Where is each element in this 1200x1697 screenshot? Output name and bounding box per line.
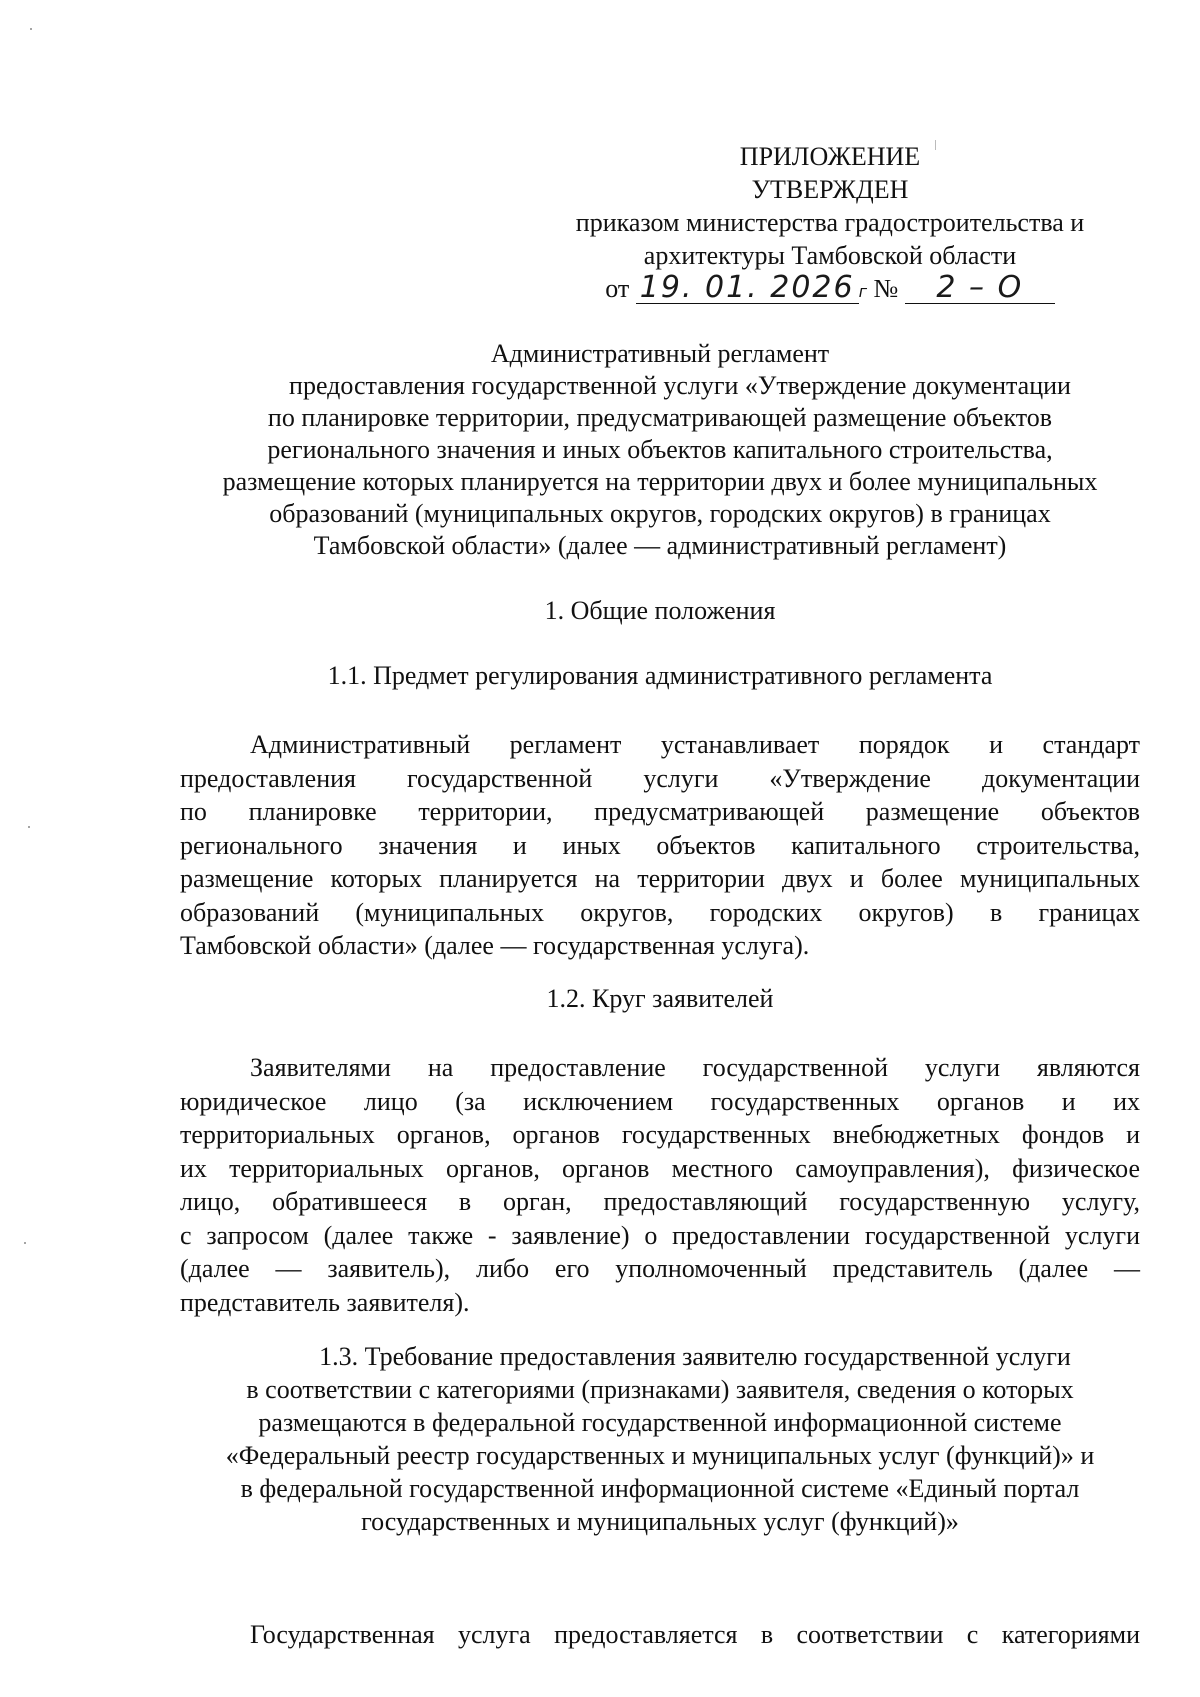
year-suffix: г — [858, 282, 867, 301]
paragraph-1-1 — [180, 728, 1140, 963]
title-line: по планировке территории, предусматривающей размещение объектов — [267, 403, 1053, 432]
title-line: Административный регламент — [490, 339, 830, 368]
paragraph-line: предоставления государственной услуги «Утверждение документации — [180, 763, 1140, 793]
approval-block — [540, 140, 1120, 308]
approval-date-line — [540, 272, 1120, 308]
paragraph-line: Административный регламент устанавливает порядок и стандарт — [250, 730, 1140, 759]
heading-line: в федеральной государственной информационной системе «Единый портал — [240, 1474, 1080, 1503]
paragraph-line: с запросом (далее также - заявление) о предоставлении государственной услуги — [180, 1220, 1140, 1250]
title-line: предоставления государственной услуги «Утверждение документации — [289, 371, 1071, 400]
heading-line: «Федеральный реестр государственных и муниципальных услуг (функций)» и — [225, 1441, 1095, 1470]
paragraph-line: представитель заявителя). — [180, 1287, 470, 1317]
paragraph-line: по планировке территории, предусматривающей размещение объектов — [180, 797, 1140, 826]
section-heading-general: 1. Общие положения — [544, 596, 776, 625]
paragraph-line: Заявителями на предоставление государственной услуги являются — [250, 1053, 1140, 1082]
section-heading-1-1: 1.1. Предмет регулирования административного регламента — [327, 661, 993, 690]
title-line: регионального значения и иных объектов капитального строительства, — [267, 435, 1053, 464]
paragraph-line: Тамбовской области» (далее — государственная услуга). — [180, 931, 810, 960]
paragraph-line: Государственная услуга предоставляется в соответствии с категориями — [250, 1620, 1140, 1649]
paragraph-line: территориальных органов, органов государственных внебюджетных фондов и — [180, 1120, 1140, 1149]
approval-order-line: приказом министерства градостроительства и — [575, 208, 1085, 237]
paragraph-line: образований (муниципальных округов, городских округов) в границах — [180, 897, 1140, 927]
title-line: размещение которых планируется на территории двух и более муниципальных — [222, 467, 1098, 496]
paragraph-line: регионального значения и иных объектов капитального строительства, — [180, 830, 1140, 860]
scan-artifact — [24, 1242, 26, 1244]
heading-line: 1.3. Требование предоставления заявителю государственной услуги — [319, 1342, 1071, 1371]
title-line: образований (муниципальных округов, городских округов) в границах — [269, 499, 1051, 528]
handwritten-date: 19. 01. 2026 — [636, 273, 859, 304]
paragraph-line: их территориальных органов, органов местного самоуправления), физическое — [180, 1153, 1140, 1183]
number-sign: № — [873, 274, 899, 303]
paragraph-line: лицо, обратившееся в орган, предоставляющий государственную услугу, — [180, 1187, 1140, 1216]
scan-artifact — [30, 28, 32, 30]
handwritten-number: 2 – О — [905, 273, 1055, 304]
paragraph-line: юридическое лицо (за исключением государственных органов и их — [180, 1086, 1140, 1116]
heading-line: государственных и муниципальных услуг (функций)» — [361, 1507, 959, 1536]
section-heading-1-3 — [180, 1340, 1140, 1538]
section-heading-1-2: 1.2. Круг заявителей — [546, 984, 774, 1013]
approval-approved-label: УТВЕРЖДЕН — [751, 175, 909, 204]
heading-line: в соответствии с категориями (признаками) заявителя, сведения о которых — [246, 1375, 1074, 1404]
scan-artifact — [28, 826, 30, 828]
approval-appendix-label: ПРИЛОЖЕНИЕ — [739, 142, 921, 171]
paragraph-line: размещение которых планируется на территории двух и более муниципальных — [180, 864, 1140, 893]
paragraph-1-2 — [180, 1051, 1140, 1319]
paragraph-line: (далее — заявитель), либо его уполномоченный представитель (далее — — [180, 1254, 1140, 1283]
heading-line: размещаются в федеральной государственной информационной системе — [258, 1408, 1062, 1437]
document-title — [180, 338, 1140, 562]
approval-ministry-line: архитектуры Тамбовской области — [643, 241, 1017, 270]
title-line: Тамбовской области» (далее — административный регламент) — [313, 531, 1007, 560]
paragraph-1-3 — [180, 1618, 1140, 1652]
date-prefix: от — [605, 274, 630, 303]
